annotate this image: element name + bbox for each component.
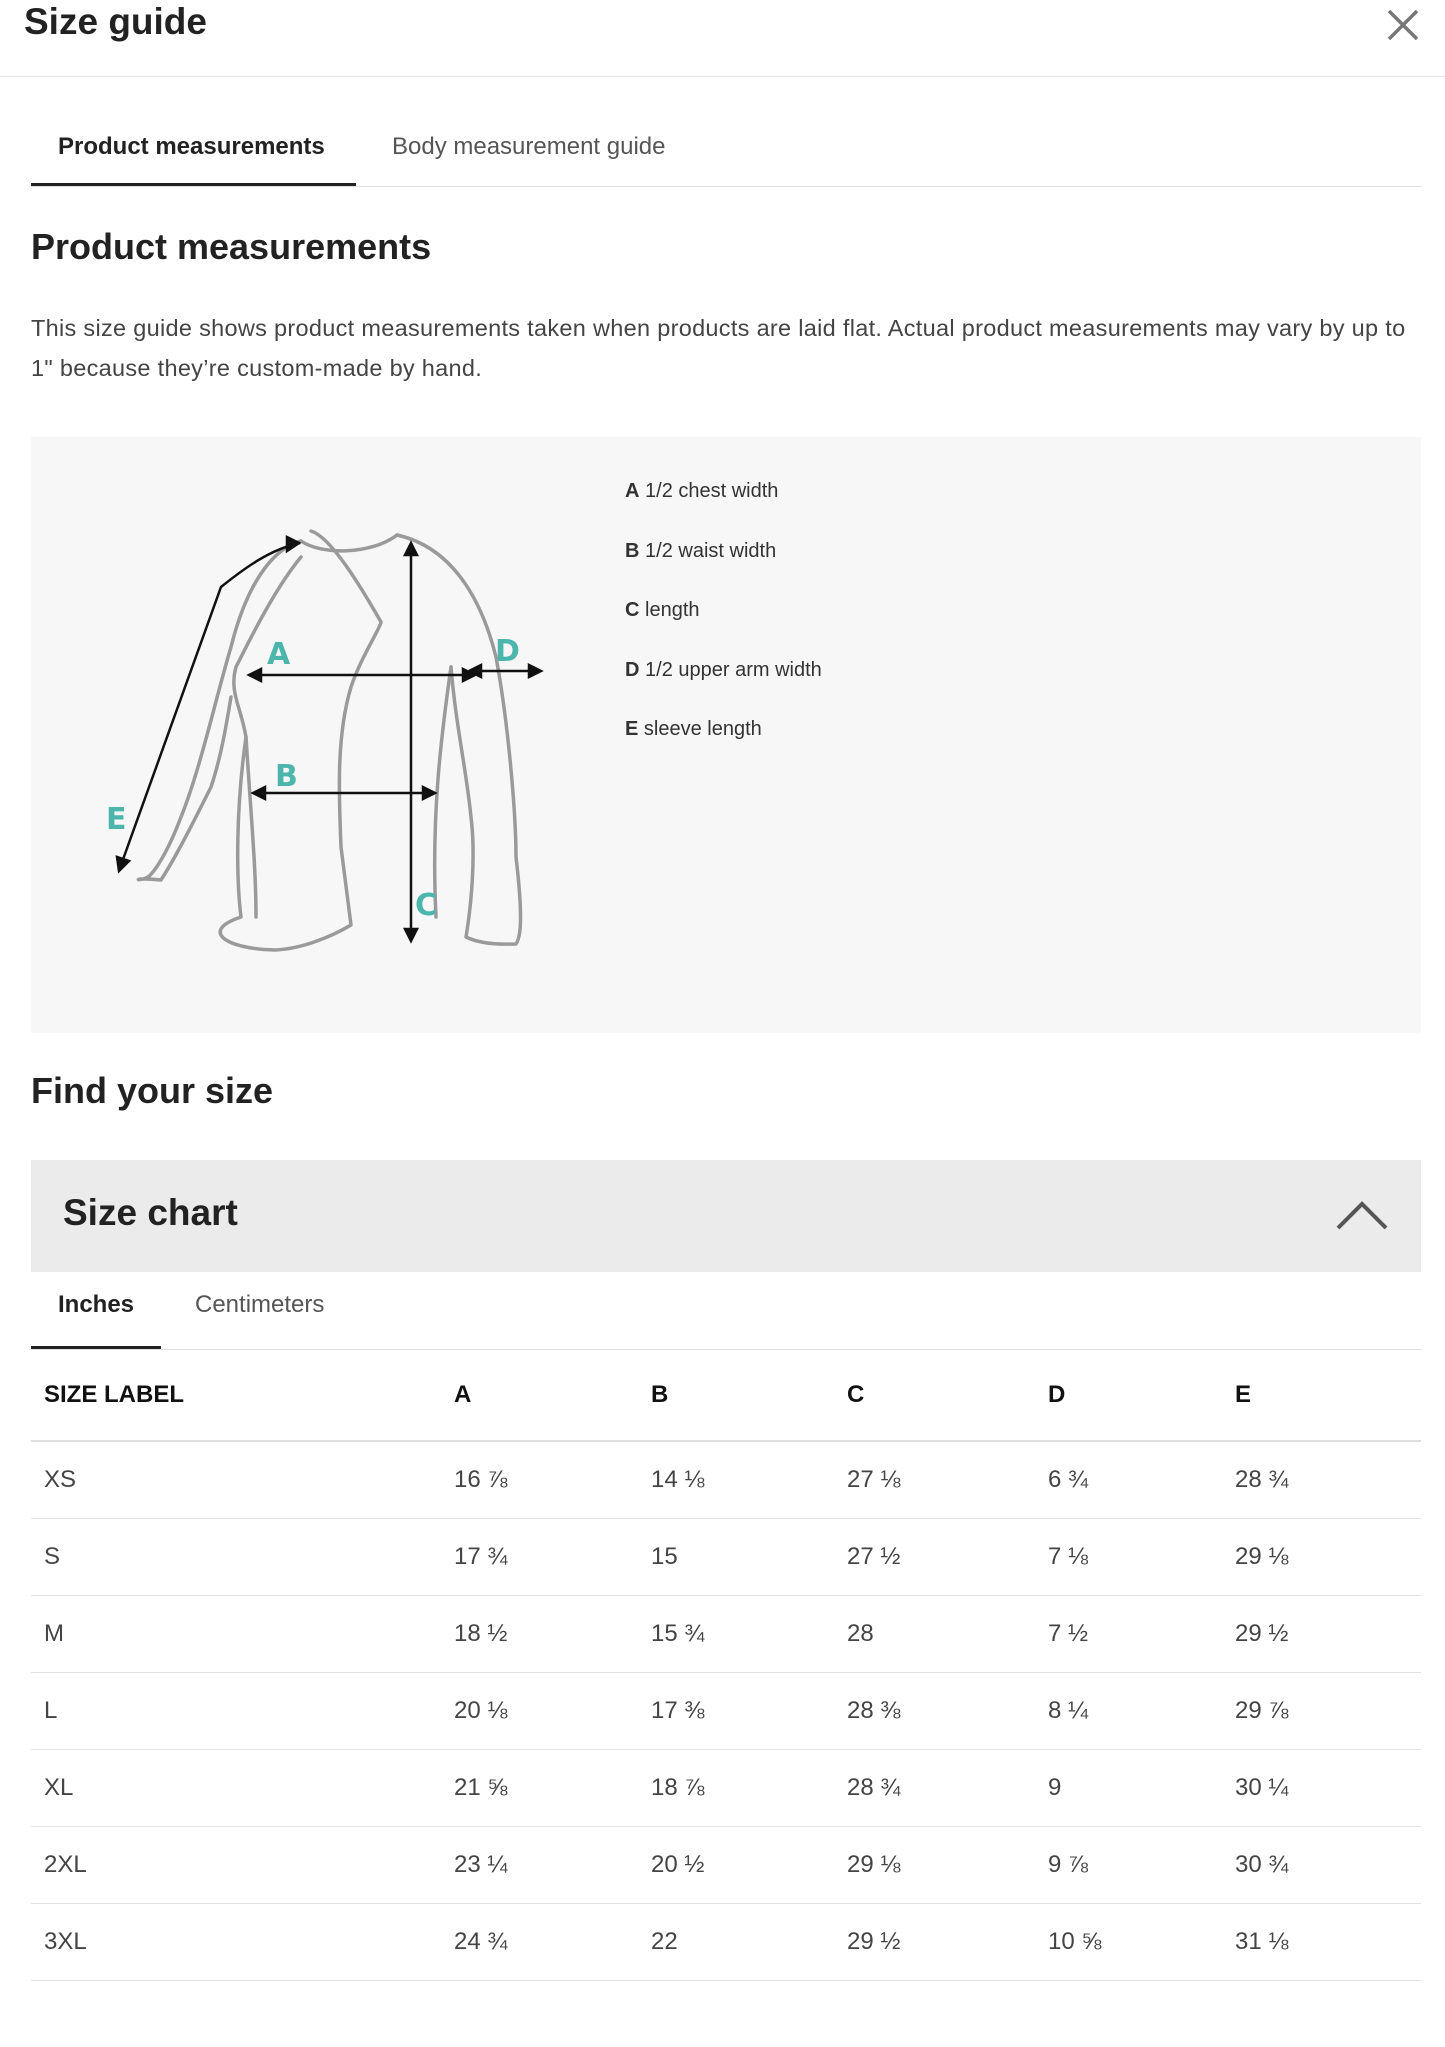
table-header-row <box>31 1350 1421 1441</box>
label-a: A <box>267 637 291 672</box>
close-icon[interactable] <box>1384 6 1422 44</box>
table-cell: 28 ⅜ <box>834 1673 1035 1750</box>
table-cell: 28 ¾ <box>834 1750 1035 1827</box>
table-cell: M <box>31 1596 441 1673</box>
column-header: B <box>638 1350 834 1441</box>
column-header: E <box>1222 1350 1421 1441</box>
table-cell: 6 ¾ <box>1035 1441 1222 1519</box>
label-d: D <box>495 634 520 669</box>
column-header: D <box>1035 1350 1222 1441</box>
table-cell: 27 ⅛ <box>834 1441 1035 1519</box>
legend-item: E sleeve length <box>625 718 762 740</box>
table-row <box>31 1827 1421 1904</box>
table-cell: 10 ⅝ <box>1035 1904 1222 1981</box>
table-cell: 21 ⅝ <box>441 1750 638 1827</box>
table-cell: 30 ¾ <box>1222 1827 1421 1904</box>
column-header: A <box>441 1350 638 1441</box>
table-row <box>31 1441 1421 1519</box>
table-cell: 3XL <box>31 1904 441 1981</box>
chevron-up-icon <box>1335 1198 1389 1232</box>
table-row <box>31 1904 1421 1981</box>
table-cell: 18 ½ <box>441 1596 638 1673</box>
section-description: This size guide shows product measurements taken when products are laid flat. Actual product measurements may vary by up to 1" because they’re custom-made by hand. <box>31 315 1406 381</box>
label-b: B <box>275 759 298 794</box>
column-header: C <box>834 1350 1035 1441</box>
table-row <box>31 1519 1421 1596</box>
table-cell: 29 ½ <box>834 1904 1035 1981</box>
table-cell: 15 <box>638 1519 834 1596</box>
legend-item: C length <box>625 599 700 621</box>
table-cell: 20 ⅛ <box>441 1673 638 1750</box>
table-row <box>31 1596 1421 1673</box>
table-cell: 7 ⅛ <box>1035 1519 1222 1596</box>
table-row <box>31 1750 1421 1827</box>
table-cell: 22 <box>638 1904 834 1981</box>
guide-tabs <box>31 118 1421 187</box>
table-cell: 20 ½ <box>638 1827 834 1904</box>
table-cell: L <box>31 1673 441 1750</box>
table-cell: 15 ¾ <box>638 1596 834 1673</box>
table-cell: 18 ⅞ <box>638 1750 834 1827</box>
legend-item: D 1/2 upper arm width <box>625 658 822 681</box>
label-c: C <box>415 888 438 923</box>
table-cell: 28 <box>834 1596 1035 1673</box>
table-cell: 14 ⅛ <box>638 1441 834 1519</box>
modal-header <box>0 0 1445 77</box>
table-cell: 17 ¾ <box>441 1519 638 1596</box>
tab-centimeters[interactable]: Centimeters <box>195 1291 325 1318</box>
table-cell: 29 ⅛ <box>834 1827 1035 1904</box>
modal-title: Size guide <box>24 1 207 42</box>
table-cell: 9 ⅞ <box>1035 1827 1222 1904</box>
column-header: SIZE LABEL <box>31 1350 441 1441</box>
table-cell: 29 ⅛ <box>1222 1519 1421 1596</box>
table-cell: 2XL <box>31 1827 441 1904</box>
table-cell: 30 ¼ <box>1222 1750 1421 1827</box>
table-cell: XL <box>31 1750 441 1827</box>
size-table <box>31 1350 1421 1981</box>
table-cell: XS <box>31 1441 441 1519</box>
size-chart-title: Size chart <box>63 1192 238 1233</box>
tab-product-measurements[interactable]: Product measurements <box>31 118 356 186</box>
section-heading: Product measurements <box>31 226 432 267</box>
table-cell: S <box>31 1519 441 1596</box>
measurement-legend <box>625 477 822 775</box>
table-cell: 24 ¾ <box>441 1904 638 1981</box>
size-chart-accordion[interactable] <box>31 1160 1421 1272</box>
shirt-illustration <box>31 437 631 1033</box>
label-e: E <box>106 802 127 837</box>
table-cell: 16 ⅞ <box>441 1441 638 1519</box>
unit-tabs <box>31 1275 1421 1350</box>
table-cell: 23 ¼ <box>441 1827 638 1904</box>
table-cell: 29 ⅞ <box>1222 1673 1421 1750</box>
find-size-heading: Find your size <box>31 1070 274 1111</box>
table-cell: 9 <box>1035 1750 1222 1827</box>
table-row <box>31 1673 1421 1750</box>
legend-item: B 1/2 waist width <box>625 539 777 562</box>
table-cell: 7 ½ <box>1035 1596 1222 1673</box>
table-cell: 17 ⅜ <box>638 1673 834 1750</box>
tab-inches[interactable]: Inches <box>31 1275 161 1349</box>
legend-item: A 1/2 chest width <box>625 480 779 502</box>
table-cell: 28 ¾ <box>1222 1441 1421 1519</box>
table-cell: 31 ⅛ <box>1222 1904 1421 1981</box>
table-cell: 8 ¼ <box>1035 1673 1222 1750</box>
table-cell: 27 ½ <box>834 1519 1035 1596</box>
table-cell: 29 ½ <box>1222 1596 1421 1673</box>
tab-body-measurement-guide[interactable]: Body measurement guide <box>392 133 666 160</box>
